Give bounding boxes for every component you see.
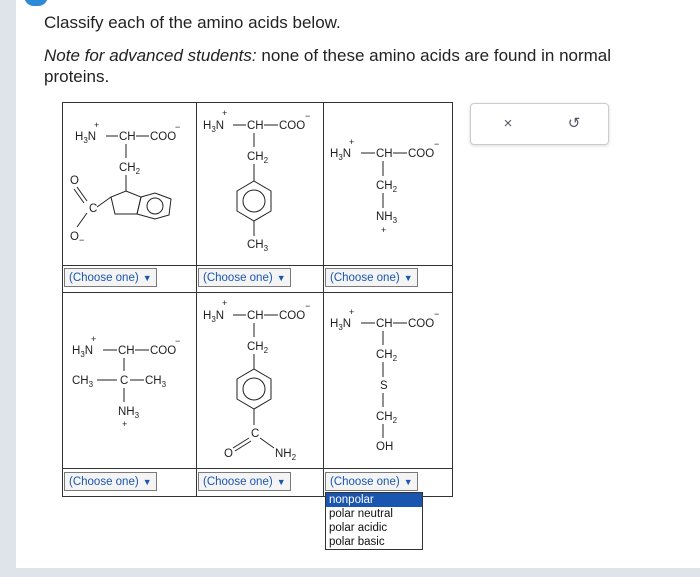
svg-text:O: O	[224, 448, 233, 460]
svg-text:CH2: $CH_2$	[376, 349, 398, 363]
note-text: none of these amino acids are found in normal proteins.	[44, 46, 612, 86]
svg-text:CH2: $CH_2$	[376, 180, 398, 194]
svg-text:NH3: $NH_3$	[376, 211, 398, 225]
svg-text:H3N: $H_3N$	[203, 310, 225, 324]
dropdown-arrow-icon: ▼	[142, 273, 152, 283]
select-label: (Choose one)	[203, 272, 273, 284]
molecule-2-structure	[197, 103, 323, 265]
select-label: (Choose one)	[69, 272, 139, 284]
select-label: (Choose one)	[203, 476, 273, 488]
svg-text:CH2: $CH_2$	[376, 411, 398, 425]
classification-select-6[interactable]	[325, 472, 418, 491]
svg-text:COO: COO	[279, 120, 306, 132]
svg-text:CH2: $CH_2$	[119, 162, 141, 176]
svg-text:C: C	[89, 203, 98, 215]
svg-text:H3N: $H_3N$	[330, 318, 352, 332]
select-label: (Choose one)	[330, 476, 400, 488]
molecule-1-structure	[63, 103, 196, 265]
svg-text:+: +	[222, 108, 228, 118]
select-label: (Choose one)	[330, 272, 400, 284]
svg-text:+: +	[349, 307, 355, 317]
svg-text:CH2: $CH_2$	[247, 151, 269, 165]
question-note	[44, 45, 674, 87]
clear-icon[interactable]: ×	[503, 115, 513, 132]
svg-text:−: −	[434, 309, 440, 319]
svg-text:CH: CH	[247, 310, 264, 322]
amino-acid-grid	[62, 102, 453, 497]
svg-text:CH2: $CH_2$	[247, 341, 269, 355]
svg-text:OH: OH	[376, 441, 394, 453]
undo-icon[interactable]: ↺	[567, 115, 581, 132]
svg-text:CH: CH	[376, 318, 393, 330]
option-polar-basic[interactable]: polar basic	[329, 536, 385, 548]
molecule-5-structure	[197, 293, 323, 468]
dropdown-arrow-icon: ▼	[276, 477, 286, 487]
svg-text:COO: COO	[150, 345, 177, 357]
svg-text:C: C	[251, 428, 260, 440]
svg-text:CH3: $CH_3$	[145, 375, 167, 389]
svg-text:CH: CH	[376, 148, 393, 160]
classification-select-2[interactable]	[198, 268, 291, 287]
option-polar-neutral[interactable]: polar neutral	[329, 508, 393, 520]
dropdown-arrow-icon: ▼	[403, 273, 413, 283]
svg-text:NH2: $NH_2$	[275, 448, 297, 462]
svg-text:S: S	[380, 380, 388, 392]
select-label: (Choose one)	[69, 476, 139, 488]
svg-text:−: −	[305, 301, 311, 311]
svg-text:CH: CH	[247, 120, 264, 132]
svg-text:C: C	[120, 375, 129, 387]
svg-text:−: −	[79, 235, 85, 245]
svg-text:+: +	[222, 298, 228, 308]
svg-text:COO: COO	[279, 310, 306, 322]
svg-text:+: +	[91, 334, 97, 344]
classification-dropdown-list	[325, 492, 423, 550]
dropdown-arrow-icon: ▼	[403, 477, 413, 487]
classification-select-3[interactable]	[325, 268, 418, 287]
svg-text:−: −	[175, 122, 181, 132]
molecule-3-structure	[324, 103, 452, 265]
svg-text:CH3: $CH_3$	[72, 375, 94, 389]
answer-tools	[470, 103, 609, 145]
svg-text:−: −	[305, 111, 311, 121]
option-nonpolar[interactable]: nonpolar	[326, 493, 422, 507]
svg-text:+: +	[94, 120, 100, 130]
bottom-divider	[16, 568, 700, 577]
molecule-6-structure	[324, 293, 452, 468]
svg-text:COO: COO	[150, 131, 177, 143]
svg-text:COO: COO	[408, 318, 435, 330]
svg-text:CH: CH	[119, 131, 136, 143]
svg-text:CH3: $CH_3$	[247, 239, 269, 253]
classification-select-5[interactable]	[198, 472, 291, 491]
note-label: Note for advanced students:	[44, 46, 257, 65]
classification-select-1[interactable]	[64, 268, 157, 287]
svg-text:+: +	[122, 419, 128, 429]
svg-text:H3N: $H_3N$	[203, 120, 225, 134]
option-polar-acidic[interactable]: polar acidic	[329, 522, 388, 534]
grid-divider	[63, 265, 452, 266]
grid-divider	[63, 468, 452, 469]
svg-text:O: O	[70, 175, 79, 187]
left-scroll-gutter	[0, 0, 16, 577]
svg-text:O: O	[70, 231, 79, 243]
svg-text:COO: COO	[408, 148, 435, 160]
svg-text:CH: CH	[118, 345, 135, 357]
svg-text:H3N: $H_3N$	[330, 148, 352, 162]
svg-text:−: −	[434, 139, 440, 149]
svg-text:H3N: $H_3N$	[75, 131, 97, 145]
svg-text:NH3: $NH_3$	[118, 406, 140, 420]
dropdown-arrow-icon: ▼	[276, 273, 286, 283]
chevron-down-icon[interactable]	[24, 0, 48, 6]
svg-text:+: +	[349, 137, 355, 147]
dropdown-arrow-icon: ▼	[142, 477, 152, 487]
question-title: Classify each of the amino acids below.	[44, 13, 341, 32]
molecule-4-structure	[63, 293, 196, 468]
classification-select-4[interactable]	[64, 472, 157, 491]
svg-text:−: −	[175, 336, 181, 346]
svg-text:+: +	[381, 225, 387, 235]
svg-text:H3N: $H_3N$	[72, 345, 94, 359]
